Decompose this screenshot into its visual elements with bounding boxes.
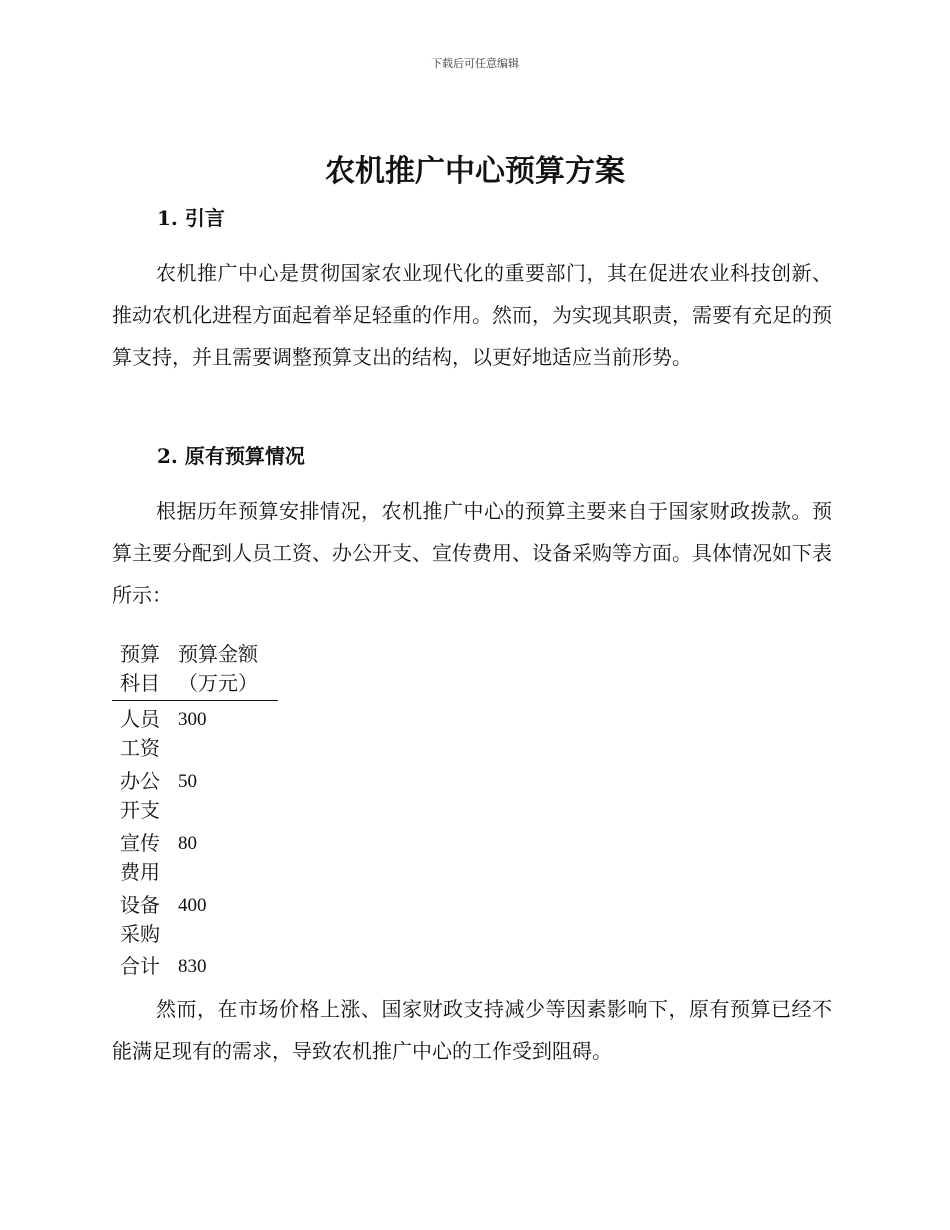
budget-table [112, 636, 278, 981]
budget-item-amount: 80 [178, 833, 197, 854]
budget-item-label: 人员工资 [120, 707, 160, 760]
budget-table-header-row [112, 636, 278, 701]
original-budget-paragraph: 根据历年预算安排情况，农机推广中心的预算主要来自于国家财政拨款。预算主要分配到人员工资、办公开支、宣传费用、设备采购等方面。具体情况如下表所示： [112, 499, 832, 607]
budget-total-label: 合计 [120, 954, 160, 978]
document-title: 农机推广中心预算方案 [325, 154, 625, 189]
budget-item-amount: 50 [178, 771, 197, 792]
budget-shortfall-paragraph: 然而，在市场价格上涨、国家财政支持减少等因素影响下，原有预算已经不能满足现有的需求，导致农机推广中心的工作受到阻碍。 [112, 997, 832, 1063]
budget-total-amount: 830 [178, 956, 207, 977]
section-heading-introduction: 1. 引言 [157, 206, 225, 230]
budget-item-label: 宣传费用 [120, 831, 160, 884]
budget-item-amount: 300 [178, 709, 207, 730]
budget-item-label: 设备采购 [120, 893, 160, 946]
budget-item-label: 办公开支 [120, 769, 160, 822]
table-row [112, 701, 278, 764]
section-heading-original-budget: 2. 原有预算情况 [157, 444, 305, 468]
introduction-paragraph: 农机推广中心是贯彻国家农业现代化的重要部门，其在促进农业科技创新、推动农机化进程方面起着举足轻重的作用。然而，为实现其职责，需要有充足的预算支持，并且需要调整预算支出的结构，以更好地适应当前形势。 [112, 261, 832, 369]
budget-item-amount: 400 [178, 895, 207, 916]
table-row [112, 887, 278, 949]
table-row [112, 825, 278, 887]
table-row [112, 949, 278, 981]
budget-table-header-item: 预算科目 [120, 642, 160, 695]
page-header-note: 下载后可任意编辑 [431, 57, 519, 70]
budget-table-header-amount: 预算金额（万元） [178, 642, 258, 695]
table-row [112, 763, 278, 825]
